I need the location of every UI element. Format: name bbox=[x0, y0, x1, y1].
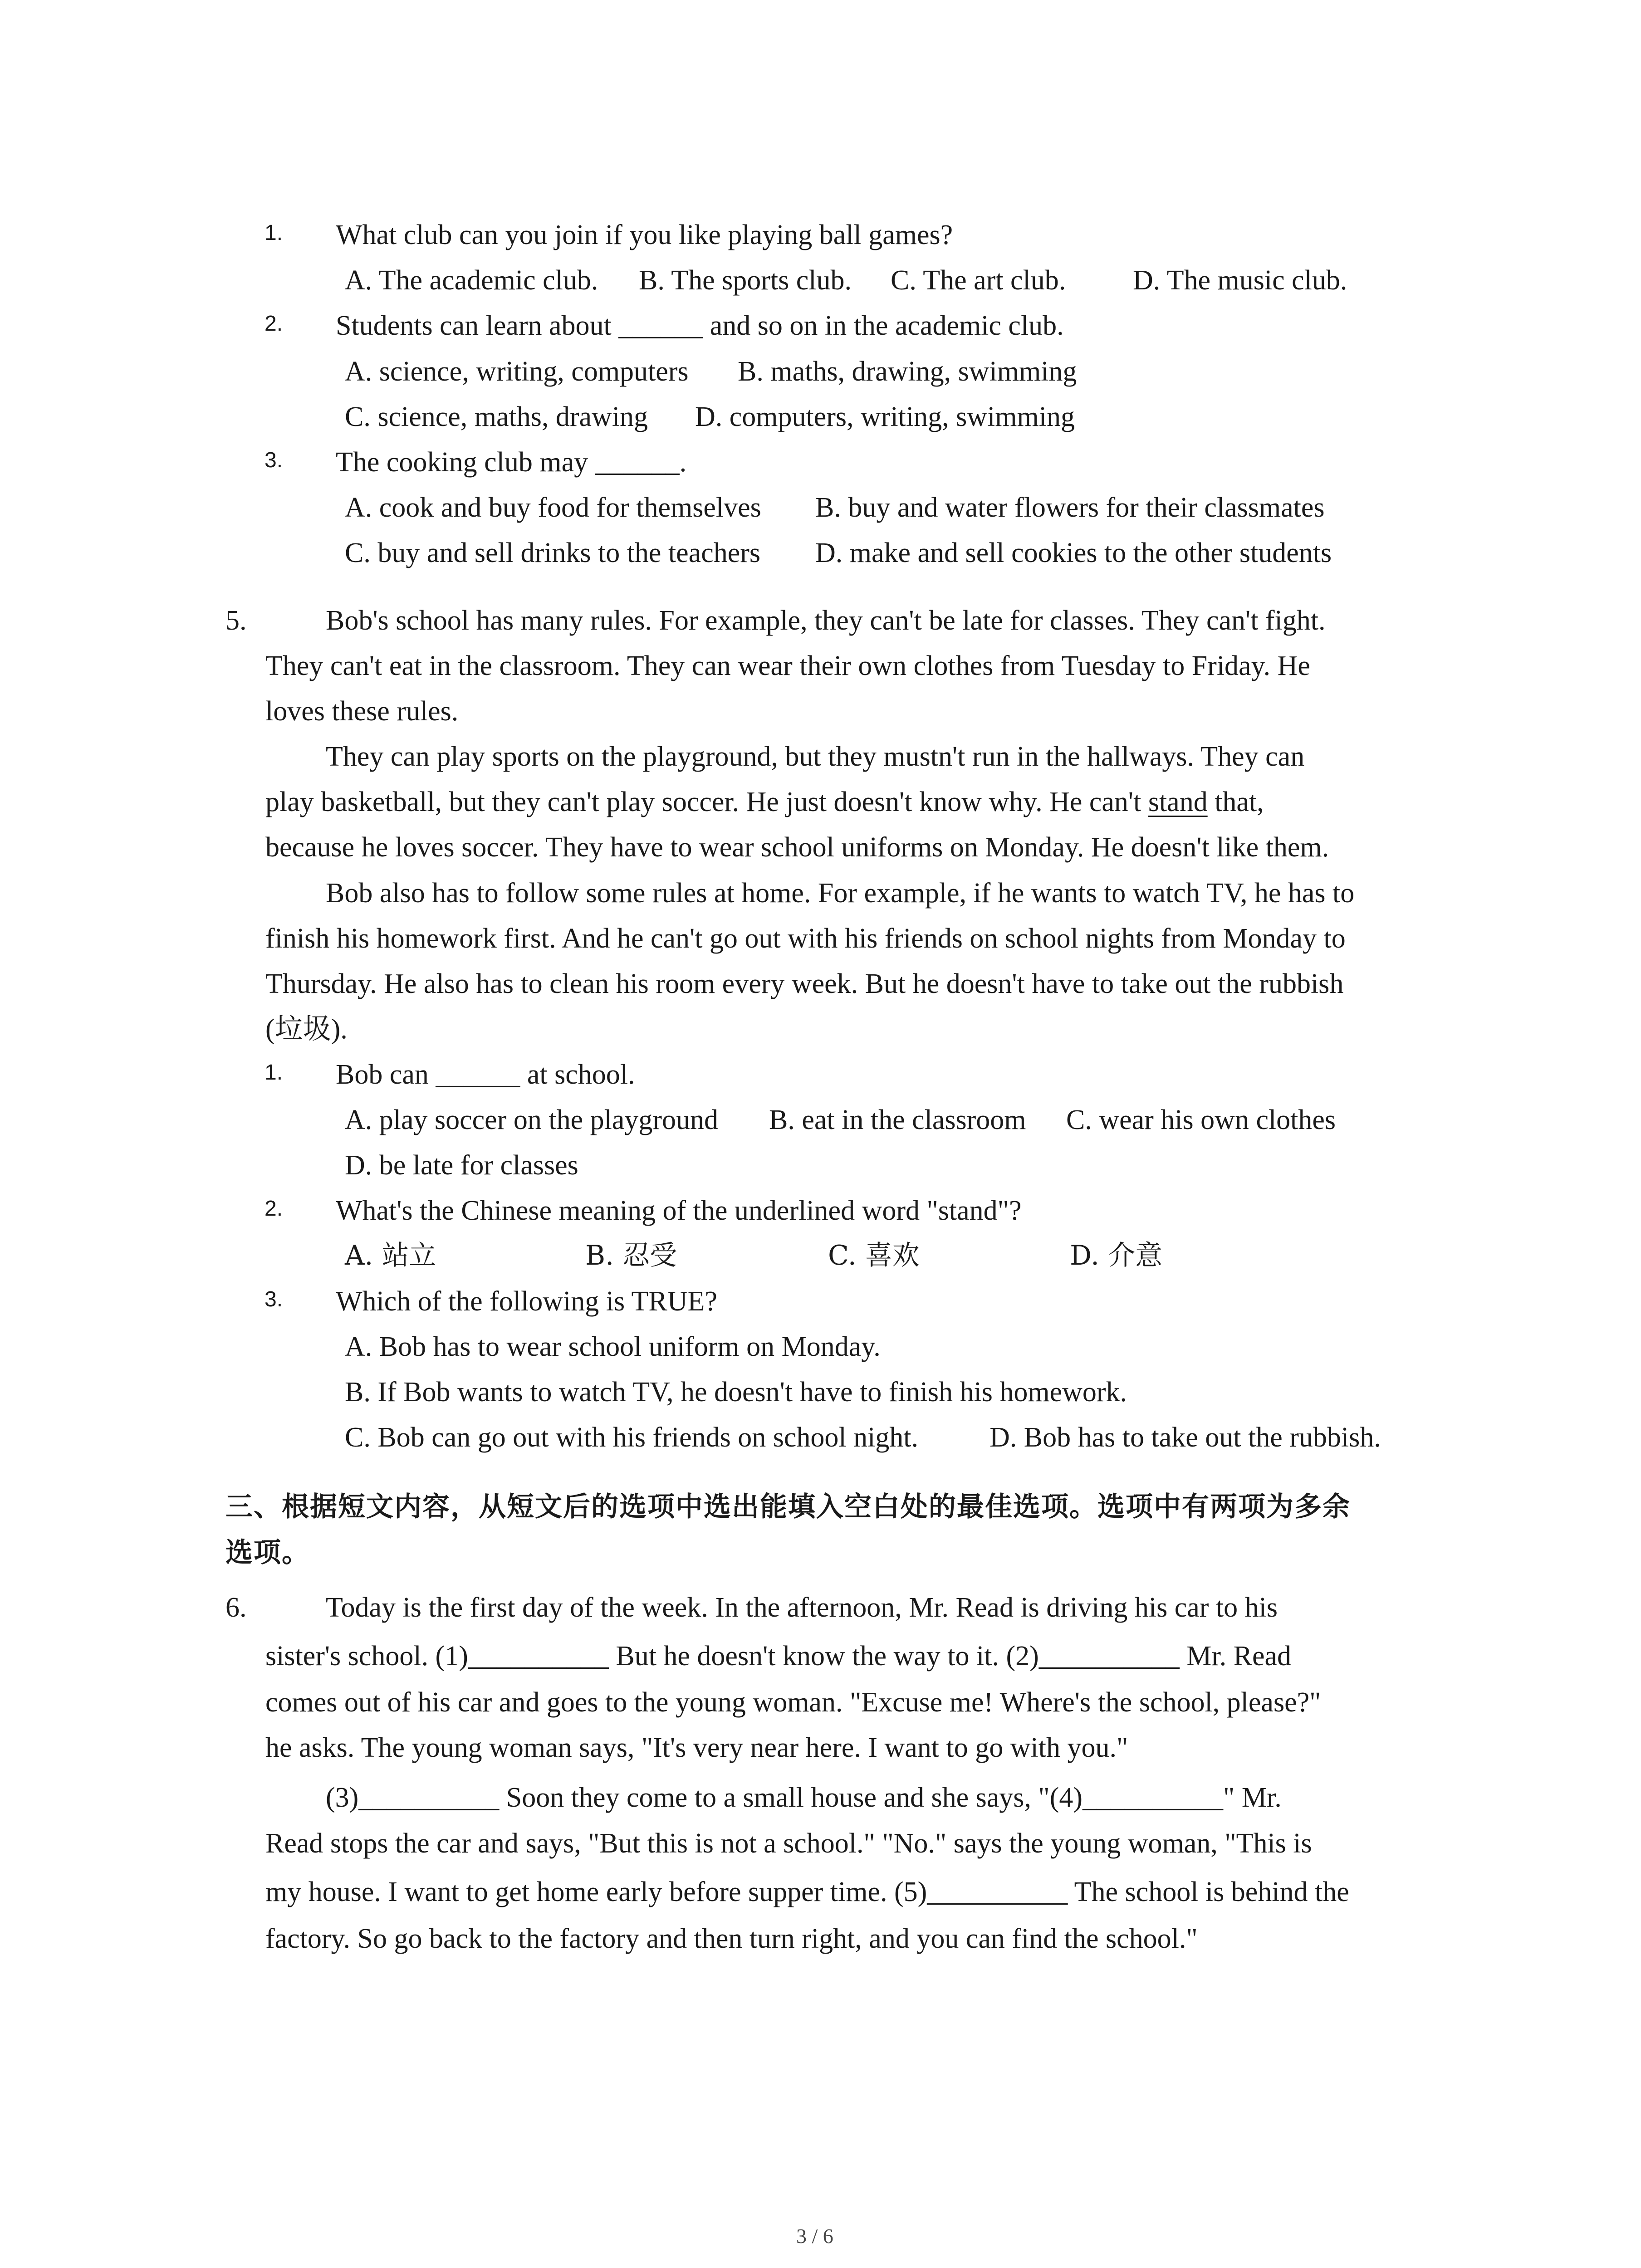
passage-line: (垃圾). bbox=[265, 1014, 348, 1045]
passage-line: comes out of his car and goes to the young woman. "Excuse me! Where's the school, please?" bbox=[265, 1687, 1321, 1718]
question-number: 3. bbox=[265, 1287, 283, 1311]
passage-line: Thursday. He also has to clean his room every week. But he doesn't have to take out the rubbish bbox=[265, 968, 1344, 999]
passage-line: my house. I want to get home early before supper time. (5)__________ The school is behind the bbox=[265, 1877, 1349, 1907]
passage-line: play basketball, but they can't play soccer. He just doesn't know why. He can't stand that, bbox=[265, 787, 1264, 817]
option-c: C. 喜欢 bbox=[828, 1240, 920, 1271]
passage-line: They can't eat in the classroom. They can wear their own clothes from Tuesday to Friday. He bbox=[265, 650, 1310, 681]
question-stem: What's the Chinese meaning of the underlined word "stand"? bbox=[336, 1195, 1022, 1226]
passage-number: 5. bbox=[225, 605, 247, 636]
question-stem: Which of the following is TRUE? bbox=[336, 1286, 717, 1317]
passage-line: finish his homework first. And he can't go out with his friends on school nights from Monday to bbox=[265, 923, 1346, 954]
option-b: B. maths, drawing, swimming bbox=[738, 356, 1077, 387]
option-a: A. 站立 bbox=[345, 1240, 436, 1271]
option-d: D. 介意 bbox=[1070, 1240, 1163, 1271]
passage-line: (3)__________ Soon they come to a small house and she says, "(4)__________" Mr. bbox=[326, 1782, 1282, 1813]
passage-line: factory. So go back to the factory and then turn right, and you can find the school." bbox=[265, 1923, 1198, 1954]
question-stem: Bob can ______ at school. bbox=[336, 1059, 635, 1090]
passage-line: because he loves soccer. They have to wear school uniforms on Monday. He doesn't like them. bbox=[265, 832, 1329, 863]
option-a: A. cook and buy food for themselves bbox=[345, 492, 761, 523]
option-a: A. The academic club. bbox=[345, 265, 598, 296]
option-a: A. play soccer on the playground bbox=[345, 1105, 718, 1135]
option-b: B. eat in the classroom bbox=[769, 1105, 1026, 1135]
option-c: C. science, maths, drawing bbox=[345, 401, 648, 432]
passage-line: Read stops the car and says, "But this is not a school." "No." says the young woman, "This is bbox=[265, 1828, 1312, 1859]
question-stem: The cooking club may ______. bbox=[336, 447, 687, 478]
passage-line: They can play sports on the playground, but they mustn't run in the hallways. They can bbox=[326, 741, 1305, 772]
option-c: C. buy and sell drinks to the teachers bbox=[345, 538, 761, 568]
question-number: 3. bbox=[265, 448, 283, 472]
option-b: B. If Bob wants to watch TV, he doesn't have to finish his homework. bbox=[345, 1377, 1127, 1408]
question-number: 1. bbox=[265, 1061, 283, 1085]
option-d: D. be late for classes bbox=[345, 1150, 578, 1181]
passage-line: Bob also has to follow some rules at home. For example, if he wants to watch TV, he has to bbox=[326, 878, 1355, 909]
option-d: D. make and sell cookies to the other students bbox=[815, 538, 1332, 568]
passage-line: Today is the first day of the week. In the afternoon, Mr. Read is driving his car to his bbox=[326, 1592, 1278, 1623]
option-a: A. science, writing, computers bbox=[345, 356, 689, 387]
section-heading-line: 选项。 bbox=[225, 1537, 310, 1569]
option-d: D. The music club. bbox=[1133, 265, 1347, 296]
question-number: 2. bbox=[265, 1197, 283, 1221]
option-d: D. Bob has to take out the rubbish. bbox=[989, 1422, 1381, 1453]
option-c: C. Bob can go out with his friends on school night. bbox=[345, 1422, 919, 1453]
question-number: 2. bbox=[265, 312, 283, 336]
option-d: D. computers, writing, swimming bbox=[695, 401, 1075, 432]
page-number: 3 / 6 bbox=[796, 2224, 833, 2248]
option-c: C. wear his own clothes bbox=[1066, 1105, 1336, 1135]
option-b: B. buy and water flowers for their classmates bbox=[815, 492, 1325, 523]
passage-number: 6. bbox=[225, 1592, 247, 1623]
question-stem: Students can learn about ______ and so on in the academic club. bbox=[336, 310, 1064, 341]
question-number: 1. bbox=[265, 221, 283, 245]
option-b: B. The sports club. bbox=[639, 265, 852, 296]
section-heading-line: 三、根据短文内容，从短文后的选项中选出能填入空白处的最佳选项。选项中有两项为多余 bbox=[225, 1491, 1351, 1523]
option-a: A. Bob has to wear school uniform on Monday. bbox=[345, 1331, 881, 1362]
passage-line: Bob's school has many rules. For example, they can't be late for classes. They can't fight. bbox=[326, 605, 1326, 636]
passage-line: loves these rules. bbox=[265, 696, 459, 727]
option-c: C. The art club. bbox=[891, 265, 1066, 296]
passage-line: sister's school. (1)__________ But he doesn't know the way to it. (2)__________ Mr. Read bbox=[265, 1641, 1292, 1672]
passage-line: he asks. The young woman says, "It's very near here. I want to go with you." bbox=[265, 1732, 1128, 1763]
option-b: B. 忍受 bbox=[585, 1240, 677, 1271]
question-stem: What club can you join if you like playing ball games? bbox=[336, 220, 953, 250]
underlined-word: stand bbox=[1148, 787, 1208, 817]
